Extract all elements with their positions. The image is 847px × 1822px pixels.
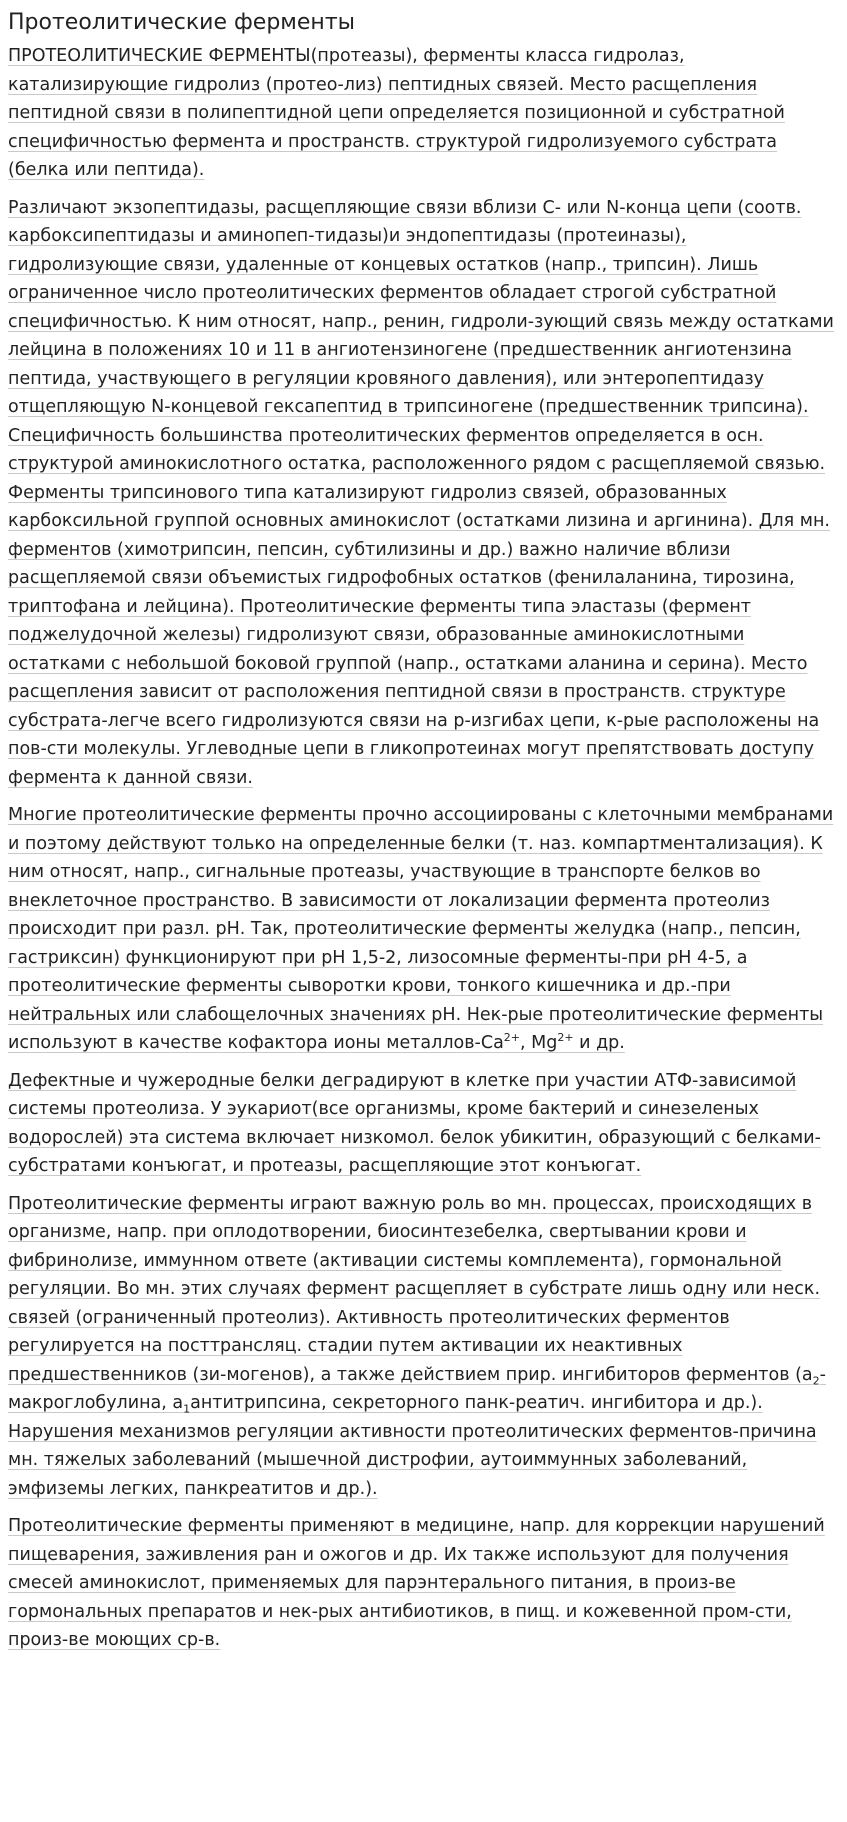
paragraph-localization-mid: , Mg xyxy=(520,1033,558,1053)
calcium-charge: 2+ xyxy=(503,1031,521,1045)
alpha1-subscript: 1 xyxy=(183,1402,191,1416)
magnesium-charge: 2+ xyxy=(557,1031,574,1045)
paragraph-localization xyxy=(8,801,839,1058)
paragraph-applications: Протеолитические ферменты применяют в медицине, напр. для коррекции нарушений пищеварения, заживления ран и ожогов и др. Их также используют для получения смесей аминокислот, применяемых для парэнтерального питания, в произ-ве гормональных препаратов и нек-рых антибиотиков, в пищ. и кожевенной пром-сти, произ-ве моющих ср-в. xyxy=(8,1516,825,1650)
paragraph-classification: Различают экзопептидазы, расщепляющие связи вблизи С- или N-конца цепи (соотв. карбоксипептидазы и аминопеп-тидазы)и эндопептидазы (протеиназы), гидролизующие связи, удаленные от концевых остатков (напр., трипсин). Лишь ограниченное число протеолитических ферментов обладает строгой субстратной специфичностью. К ним относят, напр., ренин, гидроли-зующий связь между остатками лейцина в положениях 10 и 11 в ангиотензиногене (предшественник ангиотензина пептида, участвующего в регуляции кровяного давления), или энтеропептидазу отщепляющую N-концевой гексапептид в трипсиногене (предшественник трипсина). Специфичность большинства протеолитических ферментов определяется в осн. структурой аминокислотного остатка, расположенного рядом с расщепляемой связью. Ферменты трипсинового типа катализируют гидролиз связей, образованных карбоксильной группой основных аминокислот (остатками лизина и аргинина). Для мн. ферментов (химотрипсин, пепсин, субтилизины и др.) важно наличие вблизи расщепляемой связи объемистых гидрофобных остатков (фенилаланина, тирозина, триптофана и лейцина). Протеолитические ферменты типа эластазы (фермент поджелудочной железы) гидролизуют связи, образованные аминокислотными остатками с небольшой боковой группой (напр., остатками аланина и серина). Место расщепления зависит от расположения пептидной связи в пространств. структуре субстрата-легче всего гидролизуются связи на р-изгибах цепи, к-рые расположены на пов-сти молекулы. Углеводные цепи в гликопротеинах могут препятствовать доступу фермента к данной связи. xyxy=(8,197,834,788)
paragraph-localization-text: Многие протеолитические ферменты прочно ассоциированы с клеточными мембранами и поэтому действуют только на определенные белки (т. наз. компартментализация). К ним относят, напр., сигнальные протеазы, участвующие в транспорте белков во внеклеточное пространство. В зависимости от локализации фермента протеолиз происходит при разл. рН. Так, протеолитические ферменты желудка (напр., пепсин, гастриксин) функционируют при рН 1,5-2, лизосомные ферменты-при рН 4-5, а протеолитические ферменты сыворотки крови, тонкого кишечника и др.-при нейтральных или слабощелочных значениях рН. Нек-рые протеолитические ферменты используют в качестве кофактора ионы металлов-Са xyxy=(8,805,834,1053)
page-title: Протеолитические ферменты xyxy=(8,10,356,35)
alpha2-subscript: 2 xyxy=(812,1374,820,1387)
paragraph-role-end: антитрипсина, секреторного панк-реатич. ингибитора и др.). Нарушения механизмов регуляции активности протеолитических ферментов-причина мн. тяжелых заболеваний (мышечной дистрофии, аутоиммунных заболеваний, эмфиземы легких, панкреатитов и др.). xyxy=(8,1393,817,1499)
paragraph-definition: ПРОТЕОЛИТИЧЕСКИЕ ФЕРМЕНТЫ(протеазы), ферменты класса гидролаз, катализирующие гидролиз (протео-лиз) пептидных связей. Место расщепления пептидной связи в полипептидной цепи определяется позиционной и субстратной специфичностью фермента и пространств. структурой гидролизуемого субстрата (белка или пептида). xyxy=(8,46,785,180)
paragraph-role-text: Протеолитические ферменты играют важную роль во мн. процессах, происходящих в организме, напр. при оплодотворении, биосинтезебелка, свертывании крови и фибринолизе, иммунном ответе (активации системы комплемента), гормональной регуляции. Во мн. этих случаях фермент расщепляет в субстрате лишь одну или неск. связей (ограниченный протеолиз). Активность протеолитических ферментов регулируется на посттрансляц. стадии путем активации их неактивных предшественников (зи-могенов), а также действием прир. ингибиторов ферментов (а xyxy=(8,1193,821,1385)
paragraph-role-mid: -макроглобулина, а xyxy=(8,1364,826,1413)
paragraph-biological-role xyxy=(8,1190,839,1504)
paragraph-localization-end: и др. xyxy=(573,1033,625,1053)
paragraph-degradation: Дефектные и чужеродные белки деградируют в клетке при участии АТФ-зависимой системы протеолиза. У эукариот(все организмы, кроме бактерий и синезеленых водорослей) эта система включает низкомол. белок убикитин, образующий с белками-субстратами конъюгат, и протеазы, расщепляющие этот конъюгат. xyxy=(8,1070,821,1176)
